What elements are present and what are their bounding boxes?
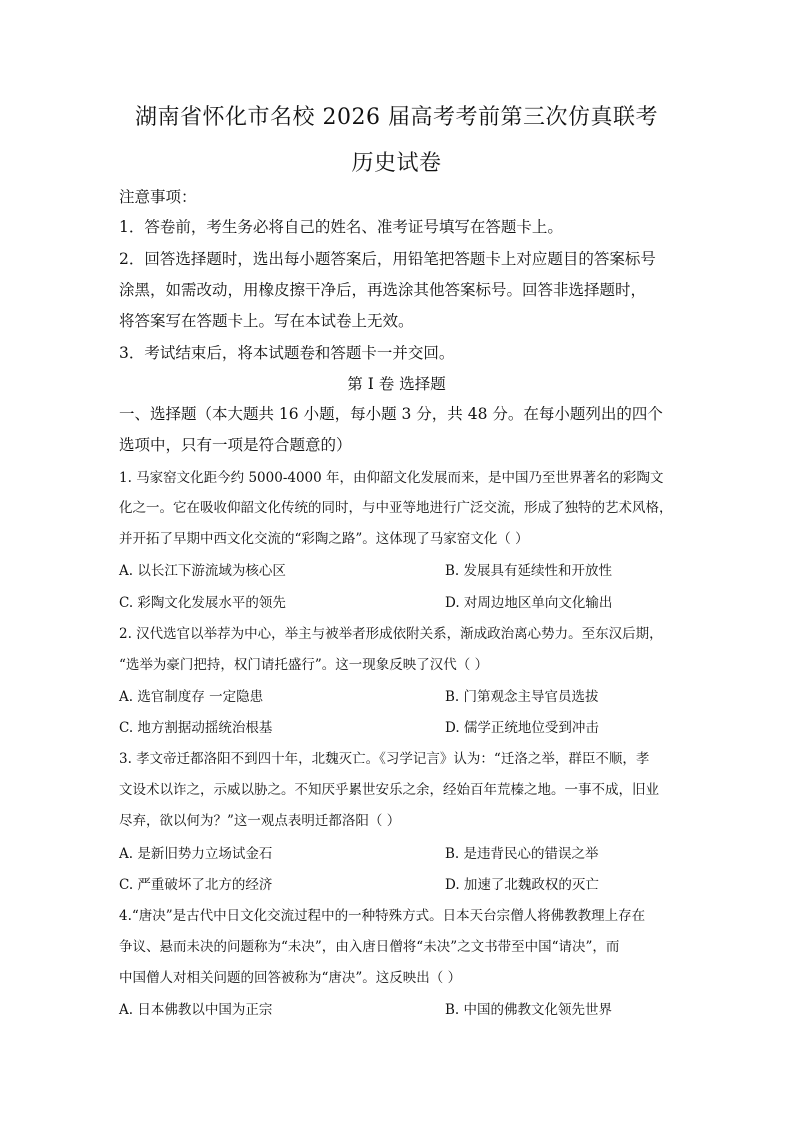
notice-item-3: 3．考试结束后，将本试题卷和答题卡一并交回。 xyxy=(119,344,455,362)
notice-heading: 注意事项： xyxy=(119,188,197,206)
question-1-line-2: 化之一。它在吸收仰韶文化传统的同时，与中亚等地进行广泛交流，形成了独特的艺术风格， xyxy=(119,500,673,516)
question-4-option-a: A. 日本佛教以中国为正宗 xyxy=(119,1002,273,1018)
notice-item-2-line-2: 涂黑，如需改动，用橡皮擦干净后，再选涂其他答案标号。回答非选择题时， xyxy=(119,281,647,299)
question-4-line-3: 中国僧人对相关问题的回答被称为“唐决”。这反映出（ ） xyxy=(119,970,462,986)
question-4-line-1: 4.“唐决”是古代中日文化交流过程中的一种特殊方式。日本天台宗僧人将佛教教理上存在 xyxy=(119,908,646,924)
question-4-option-b: B. 中国的佛教文化领先世界 xyxy=(445,1002,613,1018)
question-2-option-c: C. 地方割据动摇统治根基 xyxy=(119,720,273,736)
notice-item-2-line-1: 2．回答选择题时，选出每小题答案后，用铅笔把答题卡上对应题目的答案标号 xyxy=(119,250,656,268)
question-1-option-a: A. 以长江下游流域为核心区 xyxy=(119,563,286,579)
question-2-line-1: 2. 汉代选官以举荐为中心，举主与被举者形成依附关系，渐成政治离心势力。至东汉后期， xyxy=(119,626,663,642)
question-3-line-3: 尽弃，欲以何为？”这一观点表明迁都洛阳（ ） xyxy=(119,813,401,829)
question-1-option-c: C. 彩陶文化发展水平的领先 xyxy=(119,595,286,611)
exam-subtitle: 历史试卷 xyxy=(351,151,442,176)
notice-item-1: 1．答卷前，考生务必将自己的姓名、准考证号填写在答题卡上。 xyxy=(119,218,563,236)
question-3-option-b: B. 是违背民心的错误之举 xyxy=(445,846,599,862)
question-2-option-a: A. 选官制度存 一定隐患 xyxy=(119,689,264,705)
question-1-option-d: D. 对周边地区单向文化输出 xyxy=(445,595,613,611)
question-3-option-a: A. 是新旧势力立场试金石 xyxy=(119,846,273,862)
question-1-line-3: 并开拓了早期中西文化交流的“彩陶之路”。这体现了马家窑文化（ ） xyxy=(119,531,529,547)
question-2-option-b: B. 门第观念主导官员选拔 xyxy=(445,689,599,705)
question-3-option-d: D. 加速了北魏政权的灭亡 xyxy=(445,877,599,893)
question-1-line-1: 1. 马家窑文化距今约 5000-4000 年，由仰韶文化发展而来，是中国乃至世界著名的彩陶文 xyxy=(119,470,664,486)
question-3-line-2: 文设术以诈之，示威以胁之。不知厌乎累世安乐之余，经始百年荒榛之地。一事不成，旧业 xyxy=(119,782,659,798)
question-2-line-2: “选举为豪门把持，权门请托盛行”。这一现象反映了汉代（ ） xyxy=(119,657,489,673)
section-title: 第 I 卷 选择题 xyxy=(347,375,446,393)
section-intro-line-2: 选项中，只有一项是符合题意的） xyxy=(119,436,352,454)
notice-item-2-line-3: 将答案写在答题卡上。写在本试卷上无效。 xyxy=(119,312,414,330)
question-3-line-1: 3. 孝文帝迁都洛阳不到四十年，北魏灭亡。《习学记言》认为：“迁洛之举，群臣不顺，孝 xyxy=(119,751,650,767)
question-4-line-2: 争议、悬而未决的问题称为“未决”，由入唐日僧将“未决”之文书带至中国“请决”，而 xyxy=(119,939,620,955)
question-3-option-c: C. 严重破坏了北方的经济 xyxy=(119,877,273,893)
question-1-option-b: B. 发展具有延续性和开放性 xyxy=(445,563,613,579)
question-2-option-d: D. 儒学正统地位受到冲击 xyxy=(445,720,599,736)
section-intro-line-1: 一、选择题（本大题共 16 小题，每小题 3 分，共 48 分。在每小题列出的四个 xyxy=(119,405,663,423)
exam-title: 湖南省怀化市名校 2026 届高考考前第三次仿真联考 xyxy=(135,105,658,130)
